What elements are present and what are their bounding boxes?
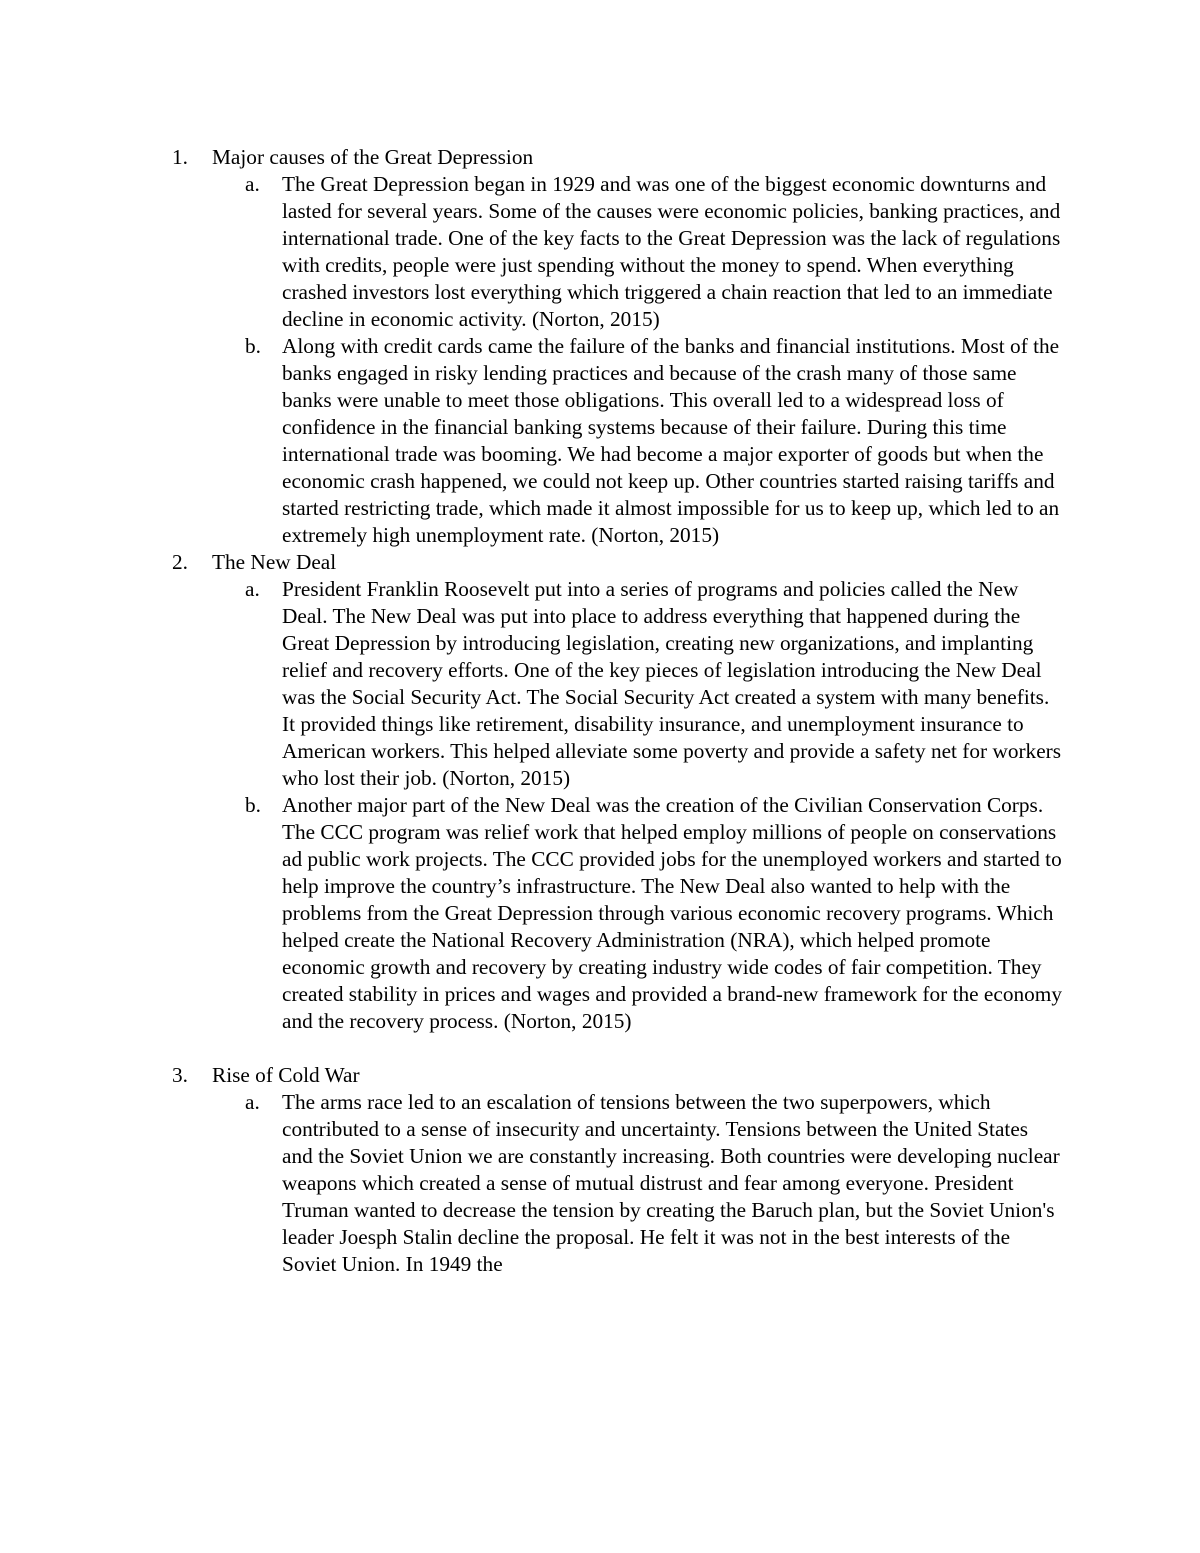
section-number: 2. (172, 550, 188, 574)
subsection-paragraph: Another major part of the New Deal was the creation of the Civilian Conservation Corps. The CCC program was relief work that helped employ millions of people on conservations ad public work projects. The CCC provided jobs for the unemployed workers and started to help improve the country’s infrastructure. The New Deal also wanted to help with the problems from the Great Depression through various economic recovery programs. Which helped create the National Recovery Administration (NRA), which helped promote economic growth and recovery by creating industry wide codes of fair competition. They created stability in prices and wages and provided a brand-new framework for the economy and the recovery process. (Norton, 2015) (282, 793, 1062, 1033)
subsection-label: b. (245, 334, 261, 358)
subsection-label: b. (245, 793, 261, 817)
subsection-paragraph: Along with credit cards came the failure of the banks and financial institutions. Most of the banks engaged in risky lending practices and because of the crash many of those same banks were unable to meet those obligations. This overall led to a widespread loss of confidence in the financial banking systems because of their failure. During this time international trade was booming. We had become a major exporter of goods but when the economic crash happened, we could not keep up. Other countries started raising tariffs and started restricting trade, which made it almost impossible for us to keep up, which led to an extremely high unemployment rate. (Norton, 2015) (282, 334, 1060, 547)
section-heading (172, 1062, 1062, 1089)
subsection-item (245, 1089, 1062, 1278)
subsection-label: a. (245, 577, 260, 601)
section-cold-war (172, 1062, 1062, 1278)
subsection-item (245, 792, 1062, 1035)
subsection-label: a. (245, 1090, 260, 1114)
section-title: Major causes of the Great Depression (212, 145, 534, 169)
subsection-paragraph: The arms race led to an escalation of tensions between the two superpowers, which contributed to a sense of insecurity and uncertainty. Tensions between the United States and the Soviet Union we are constantly increasing. Both countries were developing nuclear weapons which created a sense of mutual distrust and fear among everyone. President Truman wanted to decrease the tension by creating the Baruch plan, but the Soviet Union's leader Joesph Stalin decline the proposal. He felt it was not in the best interests of the Soviet Union. In 1949 the (282, 1090, 1060, 1276)
subsection-paragraph: The Great Depression began in 1929 and was one of the biggest economic downturns and lasted for several years. Some of the causes were economic policies, banking practices, and international trade. One of the key facts to the Great Depression was the lack of regulations with credits, people were just spending without the money to spend. When everything crashed investors lost everything which triggered a chain reaction that led to an immediate decline in economic activity. (Norton, 2015) (282, 172, 1061, 331)
section-title: The New Deal (212, 550, 337, 574)
section-heading (172, 549, 1062, 576)
section-great-depression-causes (172, 144, 1062, 549)
section-heading (172, 144, 1062, 171)
subsection-item (245, 333, 1062, 549)
section-number: 3. (172, 1063, 188, 1087)
section-number: 1. (172, 145, 188, 169)
section-new-deal (172, 549, 1062, 1035)
section-title: Rise of Cold War (212, 1063, 360, 1087)
subsection-paragraph: President Franklin Roosevelt put into a series of programs and policies called the New Deal. The New Deal was put into place to address everything that happened during the Great Depression by introducing legislation, creating new organizations, and implanting relief and recovery efforts. One of the key pieces of legislation introducing the New Deal was the Social Security Act. The Social Security Act created a system with many benefits. It provided things like retirement, disability insurance, and unemployment insurance to American workers. This helped alleviate some poverty and provide a safety net for workers who lost their job. (Norton, 2015) (282, 577, 1062, 790)
subsection-item (245, 171, 1062, 333)
numbered-outline (172, 144, 1062, 1278)
subsection-label: a. (245, 172, 260, 196)
subsection-item (245, 576, 1062, 792)
